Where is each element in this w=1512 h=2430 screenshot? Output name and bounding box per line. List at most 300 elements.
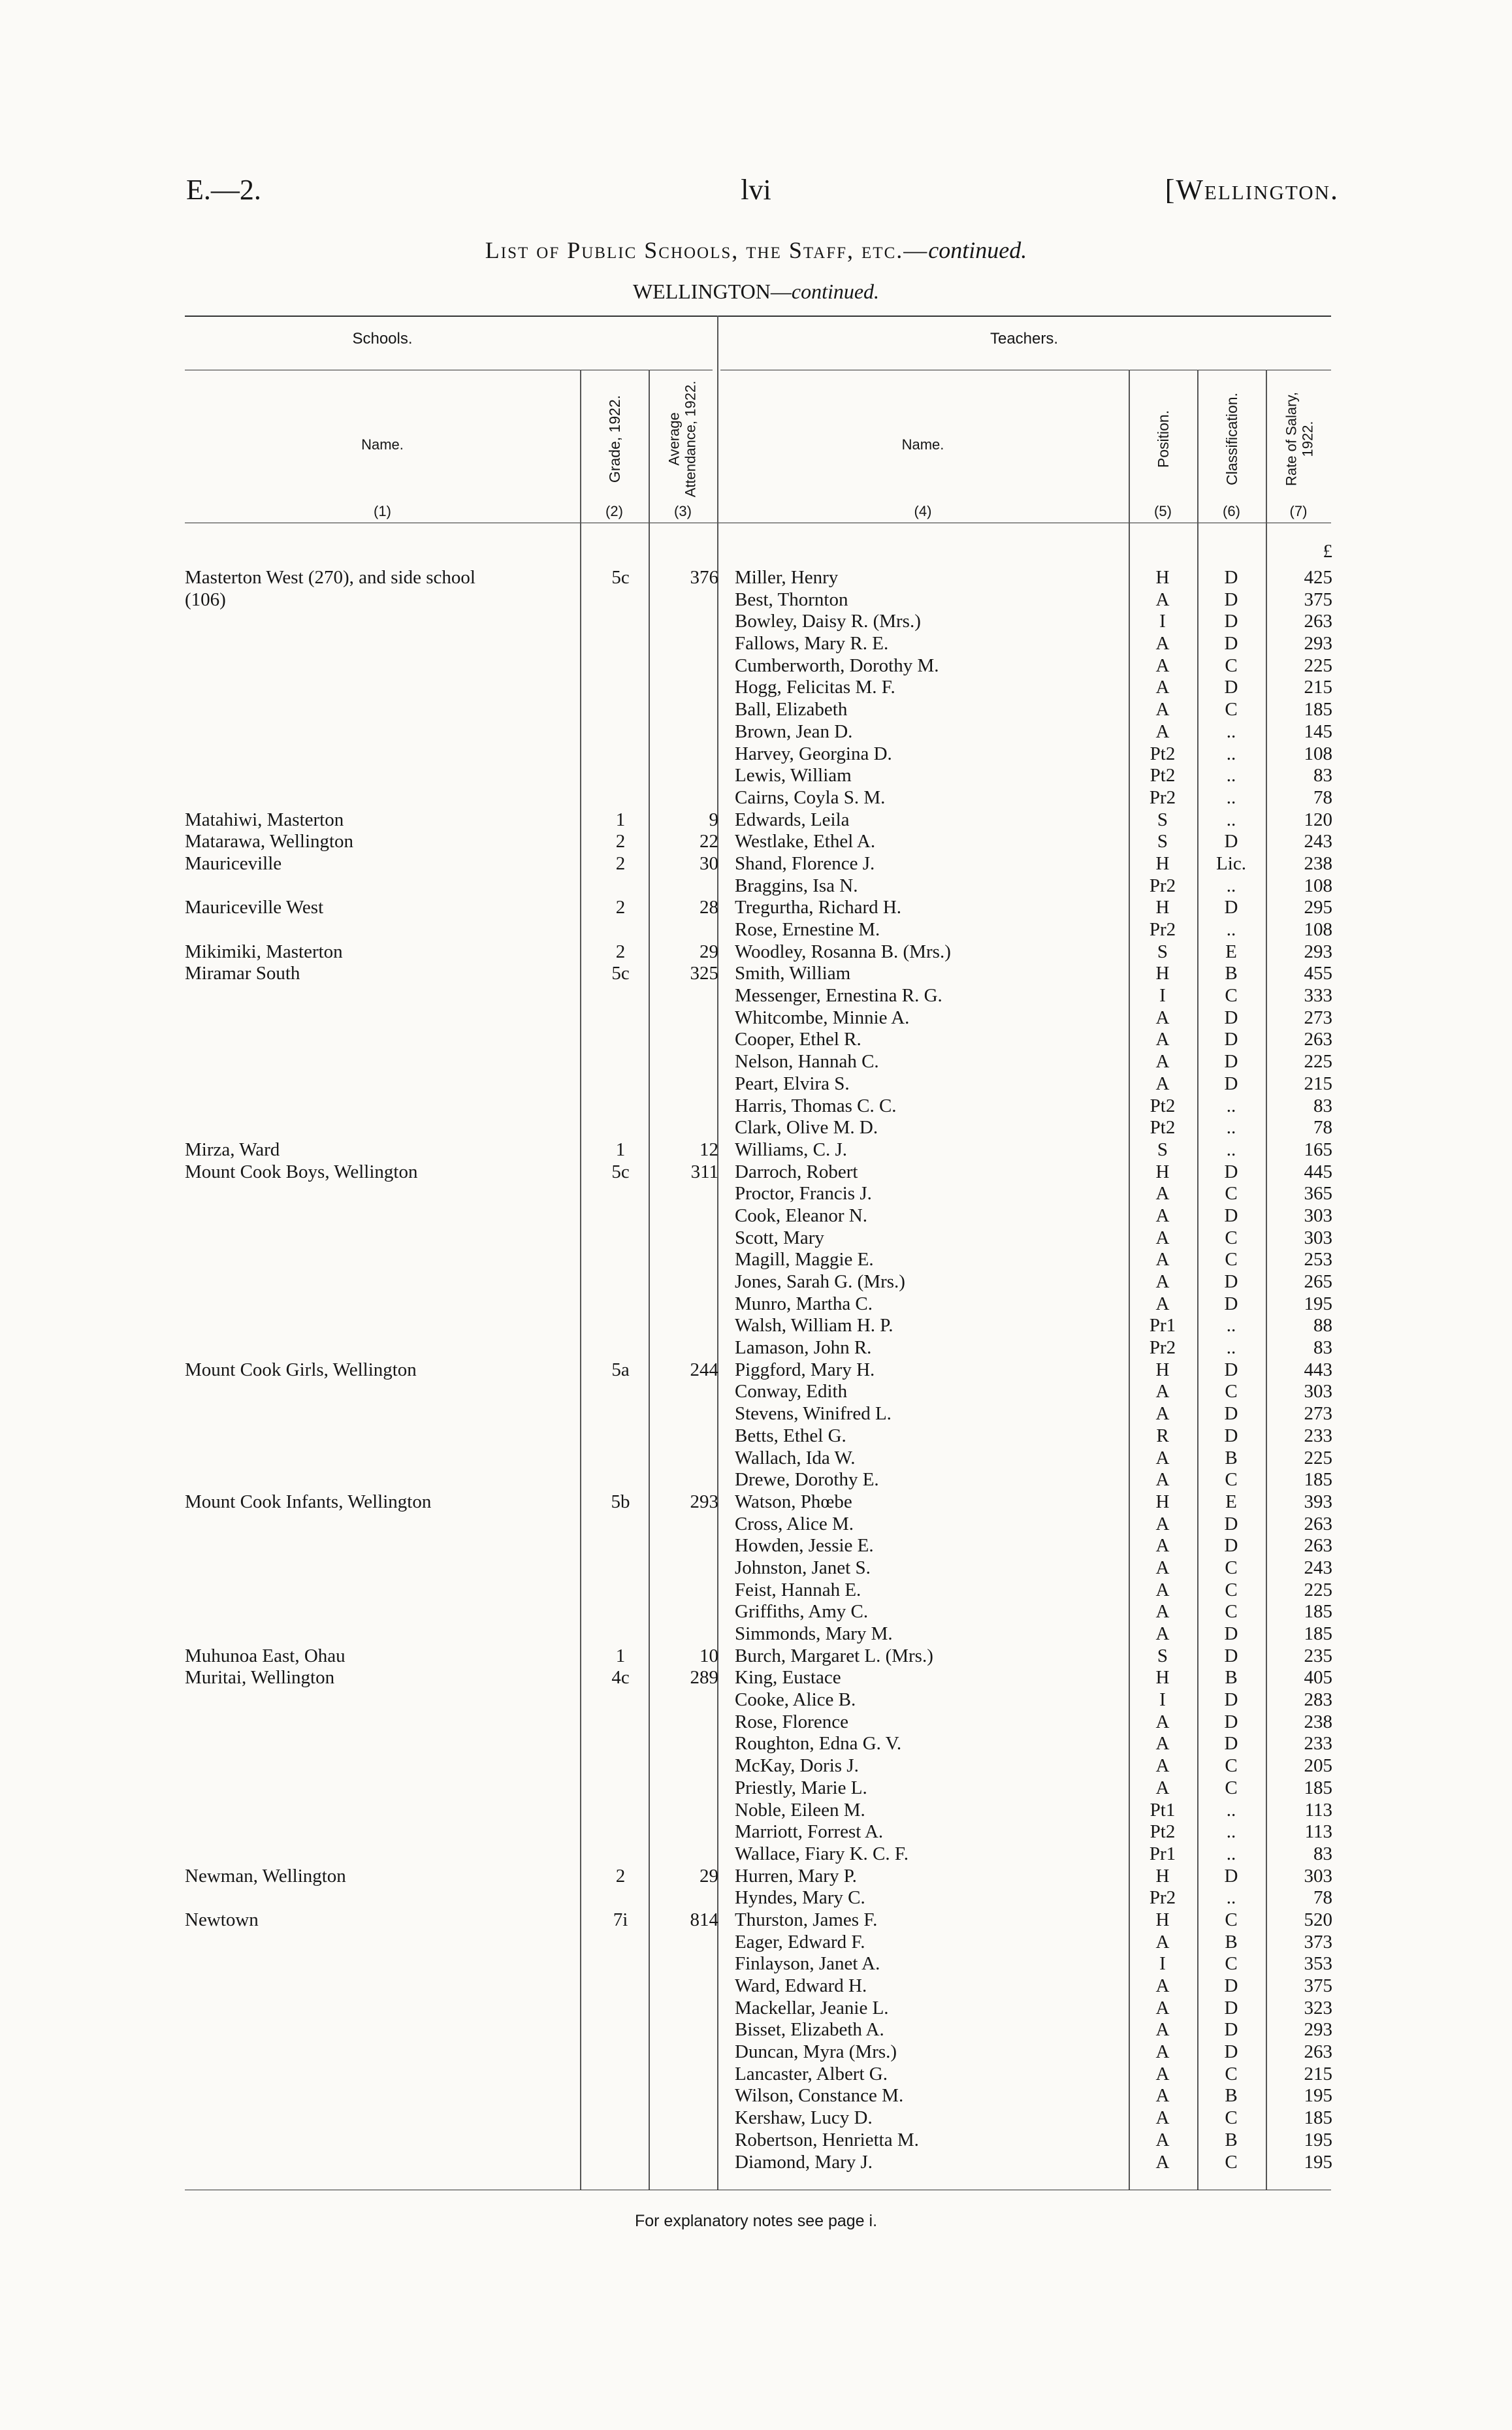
teacher-classification: C <box>1225 1953 1238 1975</box>
teacher-position: A <box>1155 1029 1170 1050</box>
teacher-position: A <box>1155 1931 1170 1952</box>
teacher-position: Pr2 <box>1149 1887 1176 1909</box>
page-code: E.—2. <box>186 174 261 206</box>
table-row <box>0 1514 1512 1536</box>
school-attendance: 29 <box>700 1865 718 1887</box>
table-row <box>0 677 1512 699</box>
teacher-classification: .. <box>1226 1821 1236 1843</box>
teacher-position: Pr2 <box>1149 919 1176 940</box>
school-grade: 2 <box>615 941 626 962</box>
teacher-classification: .. <box>1226 1887 1236 1909</box>
teacher-position: H <box>1155 852 1170 874</box>
teacher-name: Kershaw, Lucy D. <box>735 2107 873 2129</box>
teacher-classification: D <box>1224 897 1238 918</box>
teacher-salary: 238 <box>1304 1711 1332 1732</box>
teacher-position: Pr2 <box>1149 875 1176 896</box>
school-attendance: 10 <box>700 1645 718 1666</box>
teacher-position: H <box>1155 1909 1170 1930</box>
teacher-salary: 263 <box>1304 1513 1332 1534</box>
teacher-name: Wallach, Ida W. <box>735 1447 856 1468</box>
teacher-position: H <box>1155 1491 1170 1512</box>
teacher-salary: 273 <box>1304 1007 1332 1028</box>
school-attendance: 28 <box>700 897 718 918</box>
table-row <box>0 1755 1512 1777</box>
teacher-position: H <box>1155 1161 1170 1182</box>
col-header-grade: Grade, 1922. <box>605 395 623 483</box>
teacher-name: Piggford, Mary H. <box>735 1359 875 1380</box>
teacher-name: Messenger, Ernestina R. G. <box>735 985 942 1007</box>
teacher-name: Jones, Sarah G. (Mrs.) <box>735 1271 905 1292</box>
table-row <box>0 831 1512 853</box>
teacher-classification: D <box>1224 1733 1238 1755</box>
teacher-position: A <box>1155 1007 1170 1028</box>
col-header-position: Position. <box>1154 410 1172 468</box>
teacher-position: A <box>1155 1733 1170 1755</box>
school-grade: 2 <box>615 831 626 852</box>
subtitle-text: WELLINGTON— <box>632 280 792 303</box>
teacher-classification: C <box>1225 1909 1238 1930</box>
table-row <box>0 1601 1512 1623</box>
teacher-classification: .. <box>1226 1843 1236 1864</box>
teacher-salary: 195 <box>1304 2129 1332 2150</box>
table-row <box>0 1337 1512 1359</box>
school-grade: 1 <box>615 1139 626 1160</box>
teacher-classification: D <box>1224 1689 1238 1711</box>
teacher-classification: C <box>1225 1557 1238 1578</box>
teacher-salary: 303 <box>1304 1227 1332 1248</box>
teacher-salary: 83 <box>1313 1337 1332 1359</box>
teacher-classification: D <box>1224 1403 1238 1425</box>
table-row <box>0 1667 1512 1689</box>
teacher-name: Drewe, Dorothy E. <box>735 1469 879 1491</box>
table-row <box>0 1249 1512 1271</box>
teacher-classification: C <box>1225 1579 1238 1600</box>
teacher-name: Feist, Hannah E. <box>735 1579 861 1600</box>
teacher-classification: D <box>1224 1293 1238 1314</box>
teacher-name: Burch, Margaret L. (Mrs.) <box>735 1645 933 1666</box>
teacher-name: Williams, C. J. <box>735 1139 848 1160</box>
staff-table-body <box>0 567 1512 2173</box>
table-row <box>0 919 1512 941</box>
teacher-position: S <box>1157 1645 1168 1666</box>
teacher-salary: 83 <box>1313 765 1332 786</box>
teacher-salary: 185 <box>1304 1469 1332 1491</box>
table-row <box>0 1932 1512 1954</box>
teacher-salary: 195 <box>1304 2085 1332 2107</box>
teacher-name: Rose, Ernestine M. <box>735 919 880 940</box>
table-row <box>0 963 1512 985</box>
teacher-position: A <box>1155 1447 1170 1468</box>
teacher-salary: 375 <box>1304 1975 1332 1996</box>
teacher-name: Scott, Mary <box>735 1227 824 1248</box>
teacher-salary: 303 <box>1304 1205 1332 1226</box>
teacher-classification: D <box>1224 1029 1238 1050</box>
table-row <box>0 1689 1512 1711</box>
table-row <box>0 1425 1512 1448</box>
teacher-classification: C <box>1225 699 1238 721</box>
teacher-name: Priestly, Marie L. <box>735 1777 867 1798</box>
table-row <box>0 2019 1512 2041</box>
teacher-classification: B <box>1225 1447 1238 1468</box>
school-attendance: 376 <box>690 567 718 588</box>
teacher-classification: .. <box>1226 1095 1236 1116</box>
teacher-name: Wallace, Fiary K. C. F. <box>735 1843 909 1864</box>
teacher-position: S <box>1157 831 1168 852</box>
table-row <box>0 655 1512 677</box>
teacher-name: Thurston, James F. <box>735 1909 878 1930</box>
school-name: Muhunoa East, Ohau <box>185 1645 346 1666</box>
teacher-salary: 293 <box>1304 2019 1332 2041</box>
school-name: Mirza, Ward <box>185 1139 280 1160</box>
table-row <box>0 2064 1512 2086</box>
table-row <box>0 1315 1512 1337</box>
group-heading-schools: Schools. <box>352 330 413 348</box>
subtitle-continued: continued. <box>791 280 880 303</box>
school-grade: 5c <box>611 567 630 588</box>
teacher-name: Ward, Edward H. <box>735 1975 867 1996</box>
teacher-classification: D <box>1224 1535 1238 1557</box>
teacher-salary: 293 <box>1304 633 1332 655</box>
teacher-salary: 88 <box>1313 1315 1332 1336</box>
teacher-name: Rose, Florence <box>735 1711 848 1732</box>
teacher-position: H <box>1155 1865 1170 1887</box>
teacher-position: A <box>1155 1227 1170 1248</box>
teacher-salary: 323 <box>1304 1997 1332 2018</box>
school-name: Mount Cook Infants, Wellington <box>185 1491 432 1512</box>
school-attendance: 244 <box>690 1359 718 1380</box>
table-row <box>0 1800 1512 1822</box>
table-row <box>0 1139 1512 1161</box>
teacher-classification: D <box>1224 1865 1238 1887</box>
school-attendance: 30 <box>700 852 718 874</box>
teacher-salary: 185 <box>1304 2107 1332 2129</box>
teacher-name: Watson, Phœbe <box>735 1491 852 1512</box>
school-name: Mauriceville West <box>185 897 324 918</box>
teacher-position: A <box>1155 1711 1170 1732</box>
teacher-salary: 185 <box>1304 1623 1332 1644</box>
teacher-name: Brown, Jean D. <box>735 721 853 742</box>
teacher-position: S <box>1157 941 1168 962</box>
table-row <box>0 985 1512 1007</box>
teacher-salary: 373 <box>1304 1931 1332 1952</box>
teacher-position: A <box>1155 1557 1170 1578</box>
teacher-classification: .. <box>1226 786 1236 808</box>
school-attendance: 29 <box>700 941 718 962</box>
table-row <box>0 1403 1512 1425</box>
school-grade: 2 <box>615 897 626 918</box>
teacher-classification: .. <box>1226 919 1236 940</box>
school-name: Muritai, Wellington <box>185 1667 335 1689</box>
school-attendance: 814 <box>690 1909 718 1930</box>
teacher-classification: C <box>1225 2151 1238 2173</box>
teacher-position: I <box>1159 1953 1166 1975</box>
table-row <box>0 853 1512 875</box>
teacher-position: S <box>1157 809 1168 830</box>
teacher-position: A <box>1155 1073 1170 1094</box>
teacher-classification: C <box>1225 1469 1238 1491</box>
teacher-name: Cooke, Alice B. <box>735 1689 856 1711</box>
teacher-salary: 215 <box>1304 677 1332 698</box>
teacher-salary: 263 <box>1304 1029 1332 1050</box>
table-row <box>0 1866 1512 1888</box>
teacher-position: A <box>1155 1249 1170 1271</box>
table-row <box>0 2041 1512 2064</box>
teacher-name: Smith, William <box>735 963 851 984</box>
table-row <box>0 1777 1512 1800</box>
teacher-name: King, Eustace <box>735 1667 841 1689</box>
teacher-classification: C <box>1225 1777 1238 1798</box>
school-attendance: 22 <box>700 831 718 852</box>
teacher-position: A <box>1155 1623 1170 1644</box>
teacher-classification: .. <box>1226 1315 1236 1336</box>
col-header-classification: Classification. <box>1223 393 1240 485</box>
teacher-salary: 145 <box>1304 721 1332 742</box>
teacher-salary: 455 <box>1304 963 1332 984</box>
table-row <box>0 1205 1512 1227</box>
teacher-classification: C <box>1225 1601 1238 1623</box>
teacher-salary: 233 <box>1304 1733 1332 1755</box>
teacher-classification: D <box>1224 1073 1238 1094</box>
school-grade: 5c <box>611 963 630 984</box>
teacher-position: A <box>1155 2019 1170 2041</box>
teacher-salary: 113 <box>1304 1799 1332 1821</box>
teacher-name: Stevens, Winifred L. <box>735 1403 892 1425</box>
teacher-classification: C <box>1225 1381 1238 1402</box>
currency-symbol: £ <box>1323 541 1332 562</box>
teacher-name: Miller, Henry <box>735 567 839 588</box>
teacher-salary: 120 <box>1304 809 1332 830</box>
teacher-classification: D <box>1224 589 1238 610</box>
table-row <box>0 633 1512 655</box>
teacher-classification: E <box>1225 1491 1237 1512</box>
school-name: Newman, Wellington <box>185 1865 346 1887</box>
school-name: Masterton West (270), and side school <box>185 567 475 588</box>
teacher-position: A <box>1155 1205 1170 1226</box>
teacher-salary: 293 <box>1304 941 1332 962</box>
teacher-salary: 225 <box>1304 1579 1332 1600</box>
teacher-classification: D <box>1224 567 1238 588</box>
teacher-name: Cairns, Coyla S. M. <box>735 786 886 808</box>
teacher-position: Pt2 <box>1150 1821 1176 1843</box>
teacher-name: Nelson, Hannah C. <box>735 1051 879 1073</box>
teacher-salary: 225 <box>1304 1447 1332 1468</box>
teacher-name: Duncan, Myra (Mrs.) <box>735 2041 897 2063</box>
teacher-name: Bisset, Elizabeth A. <box>735 2019 884 2041</box>
teacher-classification: D <box>1224 1425 1238 1446</box>
table-row <box>0 1491 1512 1514</box>
teacher-name: Clark, Olive M. D. <box>735 1117 878 1139</box>
teacher-name: Harris, Thomas C. C. <box>735 1095 897 1116</box>
table-row <box>0 1711 1512 1734</box>
teacher-salary: 243 <box>1304 831 1332 852</box>
table-row <box>0 941 1512 964</box>
table-row <box>0 1007 1512 1029</box>
table-row <box>0 1975 1512 1998</box>
teacher-salary: 253 <box>1304 1249 1332 1271</box>
teacher-salary: 235 <box>1304 1645 1332 1666</box>
teacher-salary: 443 <box>1304 1359 1332 1380</box>
teacher-position: H <box>1155 1667 1170 1689</box>
teacher-name: Woodley, Rosanna B. (Mrs.) <box>735 941 951 962</box>
teacher-salary: 185 <box>1304 1601 1332 1623</box>
teacher-name: Hogg, Felicitas M. F. <box>735 677 895 698</box>
table-row <box>0 1095 1512 1118</box>
teacher-salary: 195 <box>1304 1293 1332 1314</box>
teacher-salary: 520 <box>1304 1909 1332 1930</box>
table-row <box>0 567 1512 589</box>
group-heading-teachers: Teachers. <box>989 330 1059 348</box>
teacher-classification: C <box>1225 2063 1238 2084</box>
teacher-salary: 263 <box>1304 1535 1332 1557</box>
teacher-name: Tregurtha, Richard H. <box>735 897 902 918</box>
teacher-position: A <box>1155 2085 1170 2107</box>
table-row <box>0 743 1512 766</box>
teacher-classification: D <box>1224 1205 1238 1226</box>
page-number: lvi <box>741 174 771 206</box>
teacher-position: A <box>1155 1271 1170 1292</box>
teacher-position: A <box>1155 633 1170 655</box>
table-row <box>0 875 1512 898</box>
teacher-name: Mackellar, Jeanie L. <box>735 1997 889 2018</box>
teacher-classification: D <box>1224 1645 1238 1666</box>
col-number-1: (1) <box>374 503 391 519</box>
teacher-position: A <box>1155 1601 1170 1623</box>
teacher-name: Noble, Eileen M. <box>735 1799 865 1821</box>
table-row <box>0 1645 1512 1668</box>
school-grade: 1 <box>615 1645 626 1666</box>
teacher-classification: .. <box>1226 1139 1236 1160</box>
table-row <box>0 611 1512 633</box>
teacher-classification: .. <box>1226 1799 1236 1821</box>
teacher-salary: 238 <box>1304 852 1332 874</box>
teacher-classification: Lic. <box>1216 852 1246 874</box>
teacher-classification: .. <box>1226 1117 1236 1139</box>
table-row <box>0 1359 1512 1382</box>
teacher-name: Cook, Eleanor N. <box>735 1205 867 1226</box>
teacher-position: Pt2 <box>1150 765 1176 786</box>
teacher-classification: C <box>1225 1183 1238 1205</box>
teacher-name: Conway, Edith <box>735 1381 848 1402</box>
col-number-3: (3) <box>674 503 692 519</box>
table-row <box>0 1953 1512 1975</box>
teacher-name: Finlayson, Janet A. <box>735 1953 880 1975</box>
teacher-position: S <box>1157 1139 1168 1160</box>
teacher-name: Westlake, Ethel A. <box>735 831 876 852</box>
teacher-position: Pt1 <box>1150 1799 1176 1821</box>
teacher-name: Fallows, Mary R. E. <box>735 633 889 655</box>
table-row <box>0 787 1512 809</box>
teacher-name: Cooper, Ethel R. <box>735 1029 861 1050</box>
school-name: Mikimiki, Masterton <box>185 941 343 962</box>
teacher-position: A <box>1155 1579 1170 1600</box>
teacher-classification: D <box>1224 1711 1238 1732</box>
teacher-classification: D <box>1224 633 1238 655</box>
teacher-salary: 165 <box>1304 1139 1332 1160</box>
teacher-name: Harvey, Georgina D. <box>735 743 892 764</box>
teacher-salary: 185 <box>1304 699 1332 721</box>
teacher-position: R <box>1156 1425 1169 1446</box>
table-row <box>0 1821 1512 1843</box>
teacher-classification: B <box>1225 2085 1238 2107</box>
teacher-position: A <box>1155 1975 1170 1996</box>
teacher-classification: .. <box>1226 765 1236 786</box>
teacher-salary: 108 <box>1304 875 1332 896</box>
table-row <box>0 1998 1512 2020</box>
teacher-name: Braggins, Isa N. <box>735 875 858 896</box>
teacher-name: Shand, Florence J. <box>735 852 875 874</box>
teacher-name: Peart, Elvira S. <box>735 1073 850 1094</box>
teacher-position: Pt2 <box>1150 743 1176 764</box>
teacher-salary: 83 <box>1313 1843 1332 1864</box>
teacher-salary: 303 <box>1304 1381 1332 1402</box>
teacher-name: Lewis, William <box>735 765 852 786</box>
col-header-teacher-name: Name. <box>901 436 944 453</box>
teacher-salary: 108 <box>1304 919 1332 940</box>
school-attendance: 311 <box>690 1161 718 1182</box>
teacher-classification: C <box>1225 1249 1238 1271</box>
teacher-salary: 185 <box>1304 1777 1332 1798</box>
teacher-classification: B <box>1225 1667 1238 1689</box>
teacher-salary: 205 <box>1304 1755 1332 1777</box>
school-attendance: 289 <box>690 1667 718 1689</box>
school-name: Mount Cook Boys, Wellington <box>185 1161 418 1182</box>
school-grade: 7i <box>613 1909 628 1930</box>
teacher-position: A <box>1155 2107 1170 2129</box>
teacher-name: Cumberworth, Dorothy M. <box>735 655 939 676</box>
teacher-name: Roughton, Edna G. V. <box>735 1733 902 1755</box>
table-row <box>0 1271 1512 1293</box>
teacher-salary: 393 <box>1304 1491 1332 1512</box>
school-name: Matahiwi, Masterton <box>185 809 344 830</box>
teacher-position: A <box>1155 1535 1170 1557</box>
table-row <box>0 1909 1512 1932</box>
teacher-position: A <box>1155 1513 1170 1534</box>
col-header-school-name: Name. <box>361 436 404 453</box>
teacher-classification: D <box>1224 1271 1238 1292</box>
school-name: Mount Cook Girls, Wellington <box>185 1359 417 1380</box>
table-row <box>0 2152 1512 2174</box>
teacher-classification: D <box>1224 1513 1238 1534</box>
teacher-salary: 243 <box>1304 1557 1332 1578</box>
teacher-position: A <box>1155 1051 1170 1073</box>
table-row <box>0 897 1512 919</box>
teacher-name: Wilson, Constance M. <box>735 2085 904 2107</box>
teacher-position: A <box>1155 699 1170 721</box>
teacher-position: I <box>1159 611 1166 632</box>
teacher-name: Cross, Alice M. <box>735 1513 854 1534</box>
school-name: Miramar South <box>185 963 300 984</box>
teacher-position: A <box>1155 1777 1170 1798</box>
teacher-name: Whitcombe, Minnie A. <box>735 1007 910 1028</box>
teacher-classification: D <box>1224 611 1238 632</box>
teacher-name: Proctor, Francis J. <box>735 1183 872 1205</box>
teacher-position: A <box>1155 2129 1170 2150</box>
teacher-salary: 375 <box>1304 589 1332 610</box>
col-header-salary: Rate of Salary, 1922. <box>1283 392 1316 486</box>
table-row <box>0 1117 1512 1139</box>
teacher-position: I <box>1159 985 1166 1007</box>
col-number-4: (4) <box>914 503 932 519</box>
teacher-classification: D <box>1224 1997 1238 2018</box>
table-row <box>0 1557 1512 1580</box>
teacher-position: Pt2 <box>1150 1117 1176 1139</box>
title-text: List of Public Schools, the Staff, etc.— <box>485 237 929 263</box>
teacher-position: A <box>1155 1469 1170 1491</box>
school-grade: 4c <box>611 1667 630 1689</box>
table-row <box>0 1733 1512 1755</box>
page-region: [Wellington. <box>1165 174 1339 206</box>
teacher-salary: 265 <box>1304 1271 1332 1292</box>
